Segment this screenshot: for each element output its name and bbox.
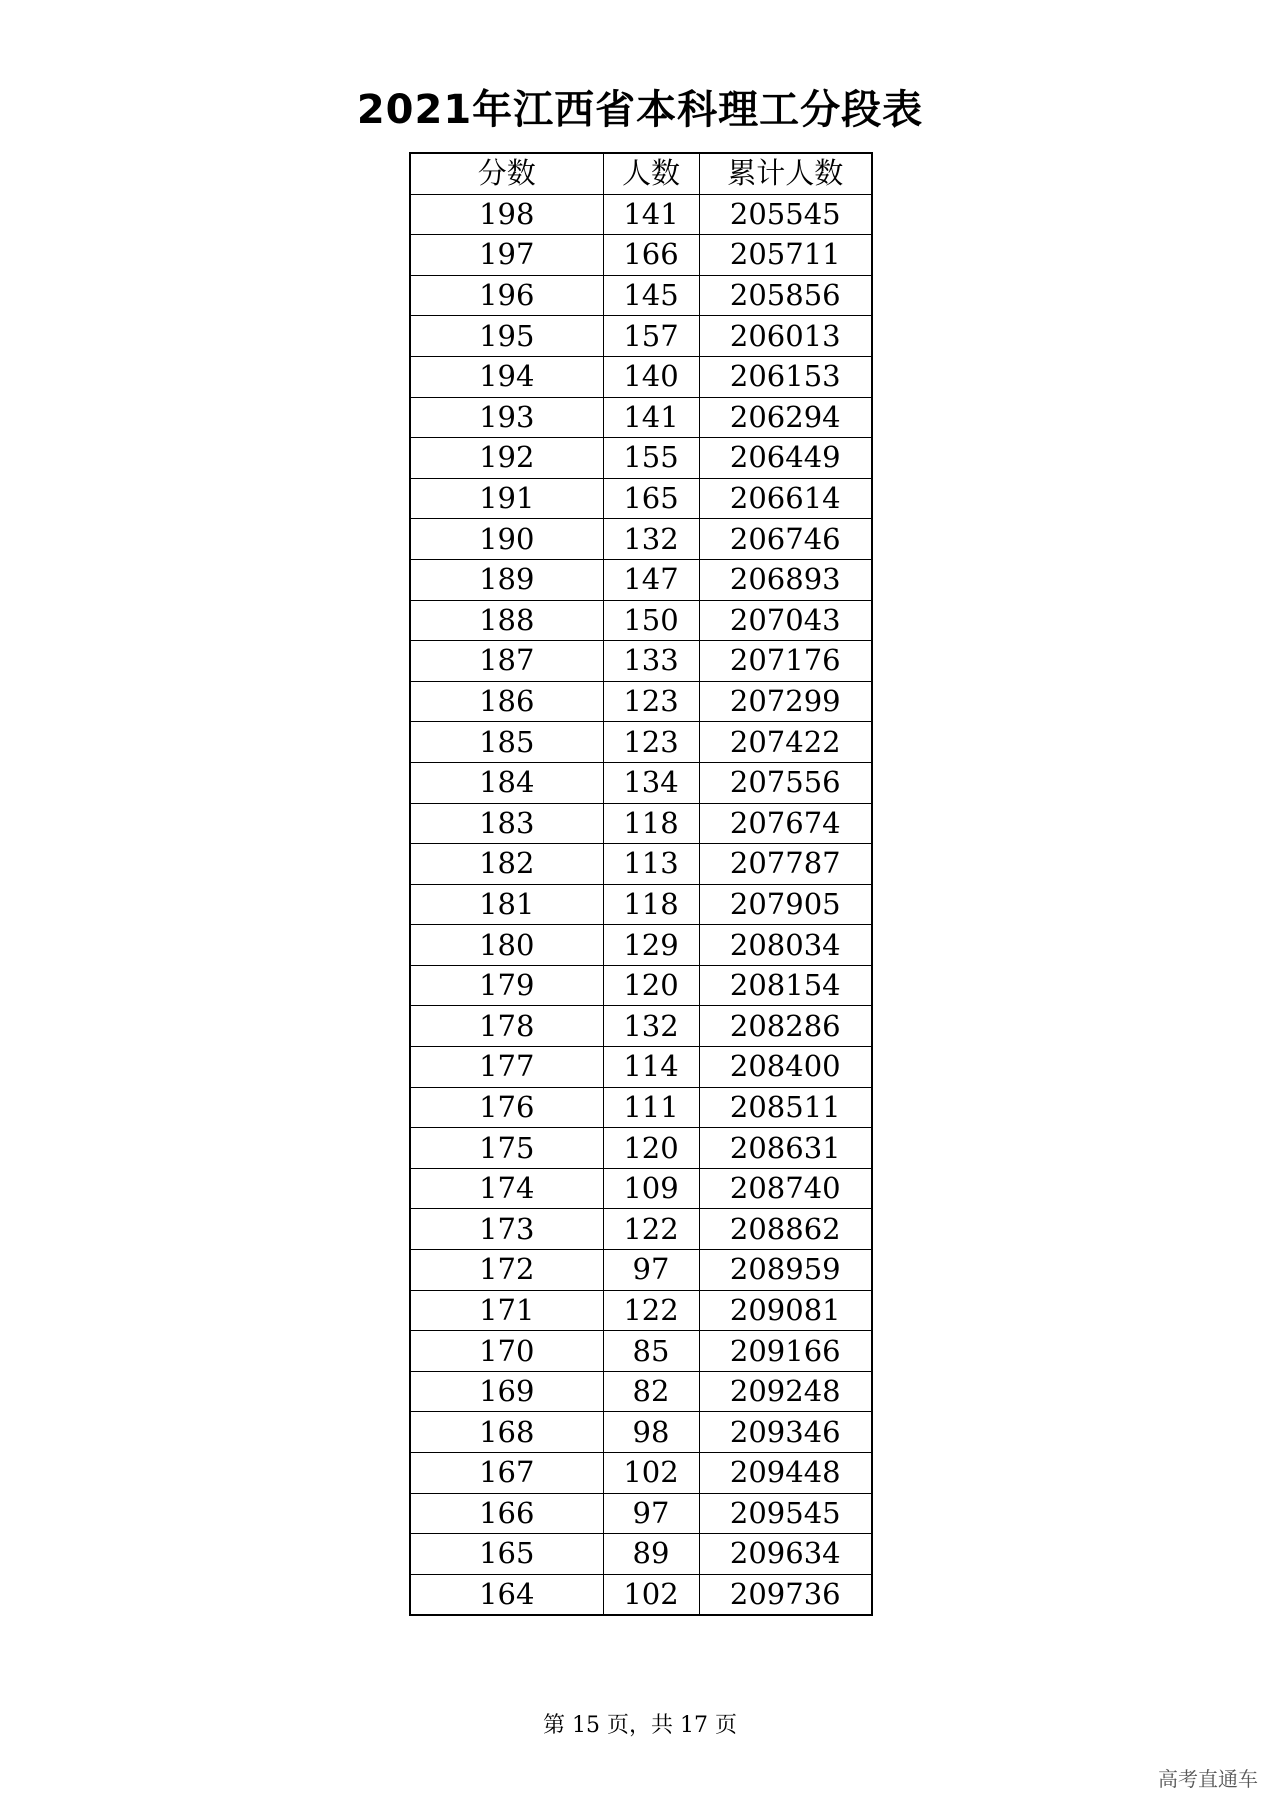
count-cell: 114 <box>603 1047 699 1088</box>
cumulative-cell: 209736 <box>699 1574 872 1615</box>
score-cell: 175 <box>410 1128 603 1169</box>
score-cell: 168 <box>410 1412 603 1453</box>
table-row <box>410 1087 872 1128</box>
count-cell: 132 <box>603 519 699 560</box>
cumulative-cell: 205856 <box>699 275 872 316</box>
count-cell: 150 <box>603 600 699 641</box>
score-cell: 172 <box>410 1250 603 1291</box>
count-cell: 120 <box>603 1128 699 1169</box>
score-cell: 193 <box>410 397 603 438</box>
table-row <box>410 641 872 682</box>
score-cell: 196 <box>410 275 603 316</box>
count-cell: 122 <box>603 1290 699 1331</box>
cumulative-cell: 209634 <box>699 1534 872 1575</box>
count-cell: 82 <box>603 1371 699 1412</box>
table-row <box>410 1331 872 1372</box>
table-row <box>410 600 872 641</box>
count-cell: 85 <box>603 1331 699 1372</box>
count-cell: 166 <box>603 235 699 276</box>
cumulative-cell: 207043 <box>699 600 872 641</box>
cumulative-cell: 209545 <box>699 1493 872 1534</box>
score-cell: 179 <box>410 965 603 1006</box>
table-row <box>410 1250 872 1291</box>
score-cell: 190 <box>410 519 603 560</box>
cumulative-cell: 208154 <box>699 965 872 1006</box>
cumulative-cell: 209346 <box>699 1412 872 1453</box>
column-header-count: 人数 <box>603 153 699 194</box>
cumulative-cell: 209081 <box>699 1290 872 1331</box>
table-row <box>410 235 872 276</box>
count-cell: 123 <box>603 722 699 763</box>
count-cell: 140 <box>603 356 699 397</box>
cumulative-cell: 208862 <box>699 1209 872 1250</box>
cumulative-cell: 207422 <box>699 722 872 763</box>
cumulative-cell: 205711 <box>699 235 872 276</box>
count-cell: 111 <box>603 1087 699 1128</box>
score-cell: 183 <box>410 803 603 844</box>
column-header-cumulative: 累计人数 <box>699 153 872 194</box>
cumulative-cell: 207787 <box>699 844 872 885</box>
score-cell: 166 <box>410 1493 603 1534</box>
table-row <box>410 275 872 316</box>
cumulative-cell: 208400 <box>699 1047 872 1088</box>
score-cell: 164 <box>410 1574 603 1615</box>
table-row <box>410 1412 872 1453</box>
table-row <box>410 1006 872 1047</box>
score-cell: 189 <box>410 559 603 600</box>
count-cell: 141 <box>603 194 699 235</box>
table-row <box>410 844 872 885</box>
count-cell: 132 <box>603 1006 699 1047</box>
count-cell: 118 <box>603 803 699 844</box>
count-cell: 97 <box>603 1250 699 1291</box>
score-cell: 188 <box>410 600 603 641</box>
table-row <box>410 762 872 803</box>
cumulative-cell: 208286 <box>699 1006 872 1047</box>
cumulative-cell: 208511 <box>699 1087 872 1128</box>
score-cell: 185 <box>410 722 603 763</box>
score-cell: 186 <box>410 681 603 722</box>
count-cell: 97 <box>603 1493 699 1534</box>
count-cell: 89 <box>603 1534 699 1575</box>
count-cell: 123 <box>603 681 699 722</box>
cumulative-cell: 208959 <box>699 1250 872 1291</box>
count-cell: 133 <box>603 641 699 682</box>
page-title: 2021年江西省本科理工分段表 <box>356 87 924 133</box>
score-cell: 170 <box>410 1331 603 1372</box>
cumulative-cell: 207556 <box>699 762 872 803</box>
count-cell: 141 <box>603 397 699 438</box>
count-cell: 147 <box>603 559 699 600</box>
table-row <box>410 1534 872 1575</box>
score-cell: 167 <box>410 1453 603 1494</box>
count-cell: 109 <box>603 1168 699 1209</box>
table-row <box>410 1493 872 1534</box>
score-cell: 173 <box>410 1209 603 1250</box>
table-row <box>410 356 872 397</box>
table-row <box>410 803 872 844</box>
table-row <box>410 194 872 235</box>
cumulative-cell: 207176 <box>699 641 872 682</box>
count-cell: 102 <box>603 1453 699 1494</box>
score-cell: 165 <box>410 1534 603 1575</box>
count-cell: 122 <box>603 1209 699 1250</box>
table-row <box>410 1047 872 1088</box>
table-row <box>410 1128 872 1169</box>
table-row <box>410 559 872 600</box>
score-cell: 191 <box>410 478 603 519</box>
cumulative-cell: 205545 <box>699 194 872 235</box>
score-cell: 197 <box>410 235 603 276</box>
cumulative-cell: 209448 <box>699 1453 872 1494</box>
count-cell: 113 <box>603 844 699 885</box>
count-cell: 102 <box>603 1574 699 1615</box>
score-cell: 182 <box>410 844 603 885</box>
table-body <box>410 194 872 1615</box>
table-row <box>410 478 872 519</box>
cumulative-cell: 208631 <box>699 1128 872 1169</box>
count-cell: 118 <box>603 884 699 925</box>
table-row <box>410 1574 872 1615</box>
cumulative-cell: 208034 <box>699 925 872 966</box>
table-row <box>410 316 872 357</box>
cumulative-cell: 209248 <box>699 1371 872 1412</box>
cumulative-cell: 207674 <box>699 803 872 844</box>
page-number: 第 15 页，共 17 页 <box>543 1713 737 1738</box>
score-cell: 195 <box>410 316 603 357</box>
score-table <box>409 152 873 1616</box>
column-header-score: 分数 <box>410 153 603 194</box>
score-cell: 181 <box>410 884 603 925</box>
cumulative-cell: 207905 <box>699 884 872 925</box>
count-cell: 145 <box>603 275 699 316</box>
count-cell: 165 <box>603 478 699 519</box>
count-cell: 120 <box>603 965 699 1006</box>
cumulative-cell: 206449 <box>699 438 872 479</box>
cumulative-cell: 206294 <box>699 397 872 438</box>
table-row <box>410 965 872 1006</box>
cumulative-cell: 206746 <box>699 519 872 560</box>
score-cell: 177 <box>410 1047 603 1088</box>
score-table-container <box>409 152 871 1616</box>
score-cell: 180 <box>410 925 603 966</box>
table-row <box>410 925 872 966</box>
score-cell: 184 <box>410 762 603 803</box>
table-row <box>410 1290 872 1331</box>
score-cell: 171 <box>410 1290 603 1331</box>
cumulative-cell: 206614 <box>699 478 872 519</box>
table-row <box>410 884 872 925</box>
table-row <box>410 438 872 479</box>
watermark: 高考直通车 <box>1158 1767 1258 1791</box>
table-header-row <box>410 153 872 194</box>
table-row <box>410 722 872 763</box>
table-row <box>410 1371 872 1412</box>
score-cell: 176 <box>410 1087 603 1128</box>
score-cell: 174 <box>410 1168 603 1209</box>
score-cell: 194 <box>410 356 603 397</box>
score-cell: 178 <box>410 1006 603 1047</box>
count-cell: 157 <box>603 316 699 357</box>
table-row <box>410 1209 872 1250</box>
cumulative-cell: 206013 <box>699 316 872 357</box>
cumulative-cell: 208740 <box>699 1168 872 1209</box>
cumulative-cell: 206893 <box>699 559 872 600</box>
table-row <box>410 681 872 722</box>
count-cell: 155 <box>603 438 699 479</box>
table-row <box>410 397 872 438</box>
score-cell: 169 <box>410 1371 603 1412</box>
table-row <box>410 1168 872 1209</box>
count-cell: 129 <box>603 925 699 966</box>
table-row <box>410 1453 872 1494</box>
score-cell: 192 <box>410 438 603 479</box>
table-row <box>410 519 872 560</box>
cumulative-cell: 207299 <box>699 681 872 722</box>
cumulative-cell: 206153 <box>699 356 872 397</box>
count-cell: 98 <box>603 1412 699 1453</box>
cumulative-cell: 209166 <box>699 1331 872 1372</box>
score-cell: 198 <box>410 194 603 235</box>
count-cell: 134 <box>603 762 699 803</box>
score-cell: 187 <box>410 641 603 682</box>
